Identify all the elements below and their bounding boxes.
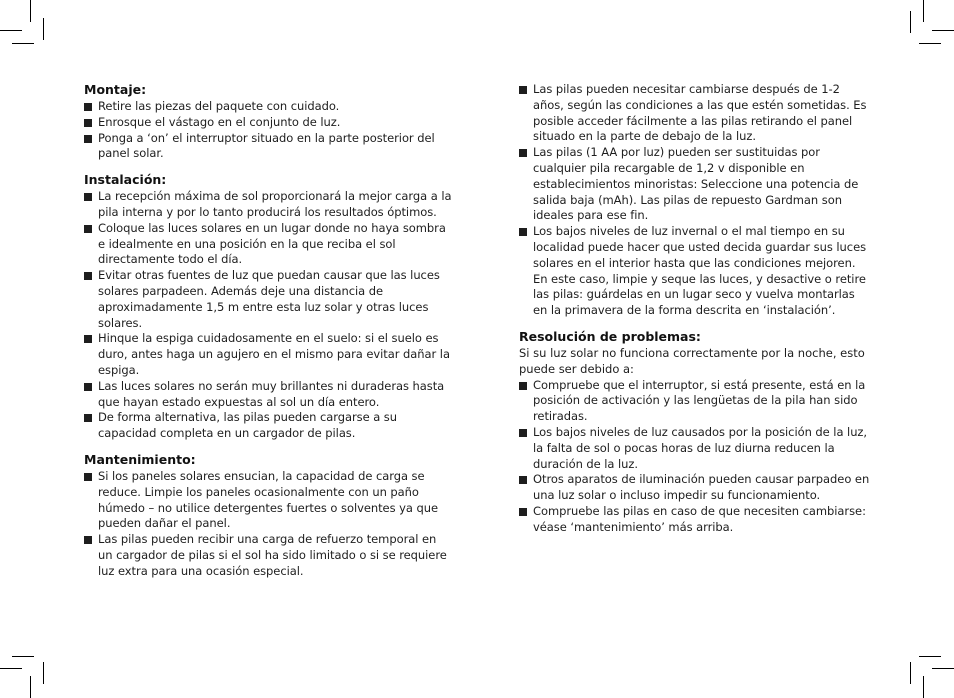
bullet-square-icon bbox=[519, 228, 527, 236]
crop-mark bbox=[910, 11, 911, 33]
bullet-square-icon bbox=[519, 382, 527, 390]
crop-mark bbox=[30, 0, 31, 22]
crop-mark bbox=[932, 30, 954, 31]
list-item: Las luces solares no serán muy brillantes ni duraderas hasta que hayan estado expuestas al sol un día entero. bbox=[84, 379, 452, 411]
list-item: Si los paneles solares ensucian, la capacidad de carga se reduce. Limpie los paneles ocasionalmente con un paño húmedo – no utilice detergentes fuertes o solventes ya que pueden dañar el panel. bbox=[84, 469, 452, 532]
crop-mark bbox=[30, 676, 31, 698]
list-item: Evitar otras fuentes de luz que puedan causar que las luces solares parpadeen. Además deje una distancia de aproximadamente 1,5 m entre esta luz solar y otras luces solares. bbox=[84, 268, 452, 331]
bullet-square-icon bbox=[84, 193, 92, 201]
bullet-square-icon bbox=[84, 335, 92, 343]
list-item: Coloque las luces solares en un lugar donde no haya sombra e idealmente en una posición en la que reciba el sol directamente todo el día. bbox=[84, 221, 452, 268]
crop-mark bbox=[0, 30, 22, 31]
bullet-square-icon bbox=[84, 225, 92, 233]
bullet-square-icon bbox=[519, 508, 527, 516]
section-heading: Resolución de problemas: bbox=[519, 328, 701, 344]
crop-mark bbox=[919, 43, 941, 44]
list-item: Las pilas pueden recibir una carga de refuerzo temporal en un cargador de pilas si el sol ha sido limitado o si se requiere luz extra para una ocasión especial. bbox=[84, 532, 452, 579]
list-item: De forma alternativa, las pilas pueden cargarse a su capacidad completa en un cargador de pilas. bbox=[84, 410, 452, 442]
bullet-square-icon bbox=[84, 536, 92, 544]
bullet-square-icon bbox=[84, 473, 92, 481]
list-item: La recepción máxima de sol proporcionará la mejor carga a la pila interna y por lo tanto producirá los resultados óptimos. bbox=[84, 189, 452, 221]
list-item: Los bajos niveles de luz causados por la posición de la luz, la falta de sol o pocas horas de luz diurna reducen la duración de la luz. bbox=[519, 425, 871, 472]
crop-mark bbox=[43, 18, 44, 40]
section-montaje bbox=[84, 82, 452, 162]
bullet-list bbox=[519, 378, 871, 536]
crop-mark bbox=[919, 656, 941, 657]
section-mantenimiento bbox=[84, 452, 452, 580]
list-item: Compruebe que el interruptor, si está presente, está en la posición de activación y las lengüetas de la pila han sido retiradas. bbox=[519, 378, 871, 425]
crop-mark bbox=[932, 668, 954, 669]
bullet-square-icon bbox=[519, 86, 527, 94]
bullet-square-icon bbox=[84, 414, 92, 422]
crop-mark bbox=[910, 662, 911, 684]
section-heading: Montaje: bbox=[84, 82, 147, 97]
list-item: Ponga a ‘on’ el interruptor situado en la parte posterior del panel solar. bbox=[84, 131, 452, 163]
bullet-square-icon bbox=[84, 272, 92, 280]
crop-mark bbox=[923, 676, 924, 698]
crop-mark bbox=[43, 662, 44, 684]
bullet-square-icon bbox=[84, 119, 92, 127]
left-column bbox=[84, 82, 452, 590]
list-item: Compruebe las pilas en caso de que necesiten cambiarse: véase ‘mantenimiento’ más arriba. bbox=[519, 504, 871, 536]
bullet-list bbox=[84, 189, 452, 442]
list-item: Los bajos niveles de luz invernal o el mal tiempo en su localidad puede hacer que usted decida guardar sus luces solares en el interior hasta que las condiciones mejoren. En este caso, limpie y seque las luces, y desactive o retire las pilas: guárdelas en un lugar seco y vuelva montarlas en la primavera de la forma descrita en ‘instalación’. bbox=[519, 224, 871, 319]
bullet-square-icon bbox=[519, 149, 527, 157]
list-item: Las pilas pueden necesitar cambiarse después de 1-2 años, según las condiciones a las que estén sometidas. Es posible acceder fácilmente a las pilas retirando el panel situado en la parte de debajo de la luz. bbox=[519, 82, 871, 145]
right-column bbox=[519, 82, 871, 546]
section-heading: Instalación: bbox=[84, 172, 167, 188]
bullet-list bbox=[84, 99, 452, 162]
list-item: Enrosque el vástago en el conjunto de luz. bbox=[84, 115, 452, 131]
bullet-square-icon bbox=[519, 429, 527, 437]
list-item: Otros aparatos de iluminación pueden causar parpadeo en una luz solar o incluso impedir su funcionamiento. bbox=[519, 472, 871, 504]
bullet-list bbox=[519, 82, 871, 319]
crop-mark bbox=[12, 43, 34, 44]
crop-mark bbox=[923, 0, 924, 22]
bullet-square-icon bbox=[84, 103, 92, 111]
section-intro: Si su luz solar no funciona correctamente por la noche, esto puede ser debido a: bbox=[519, 345, 865, 376]
section-resolucion-de-problemas bbox=[519, 329, 871, 536]
bullet-square-icon bbox=[84, 135, 92, 143]
crop-mark bbox=[0, 668, 22, 669]
list-item: Retire las piezas del paquete con cuidado. bbox=[84, 99, 452, 115]
section-heading: Mantenimiento: bbox=[84, 451, 196, 467]
list-item: Hinque la espiga cuidadosamente en el suelo: si el suelo es duro, antes haga un agujero en el mismo para evitar dañar la espiga. bbox=[84, 331, 452, 378]
list-item: Las pilas (1 AA por luz) pueden ser sustituidas por cualquier pila recargable de 1,2 v disponible en establecimientos minoristas: Seleccione una potencia de salida baja (mAh). Las pilas de repuesto Gardman son ideales para ese fin. bbox=[519, 145, 871, 224]
bullet-list bbox=[84, 469, 452, 580]
bullet-square-icon bbox=[84, 383, 92, 391]
section-maintenance-continued bbox=[519, 82, 871, 319]
bullet-square-icon bbox=[519, 476, 527, 484]
section-instalacion bbox=[84, 172, 452, 442]
crop-mark bbox=[12, 656, 34, 657]
